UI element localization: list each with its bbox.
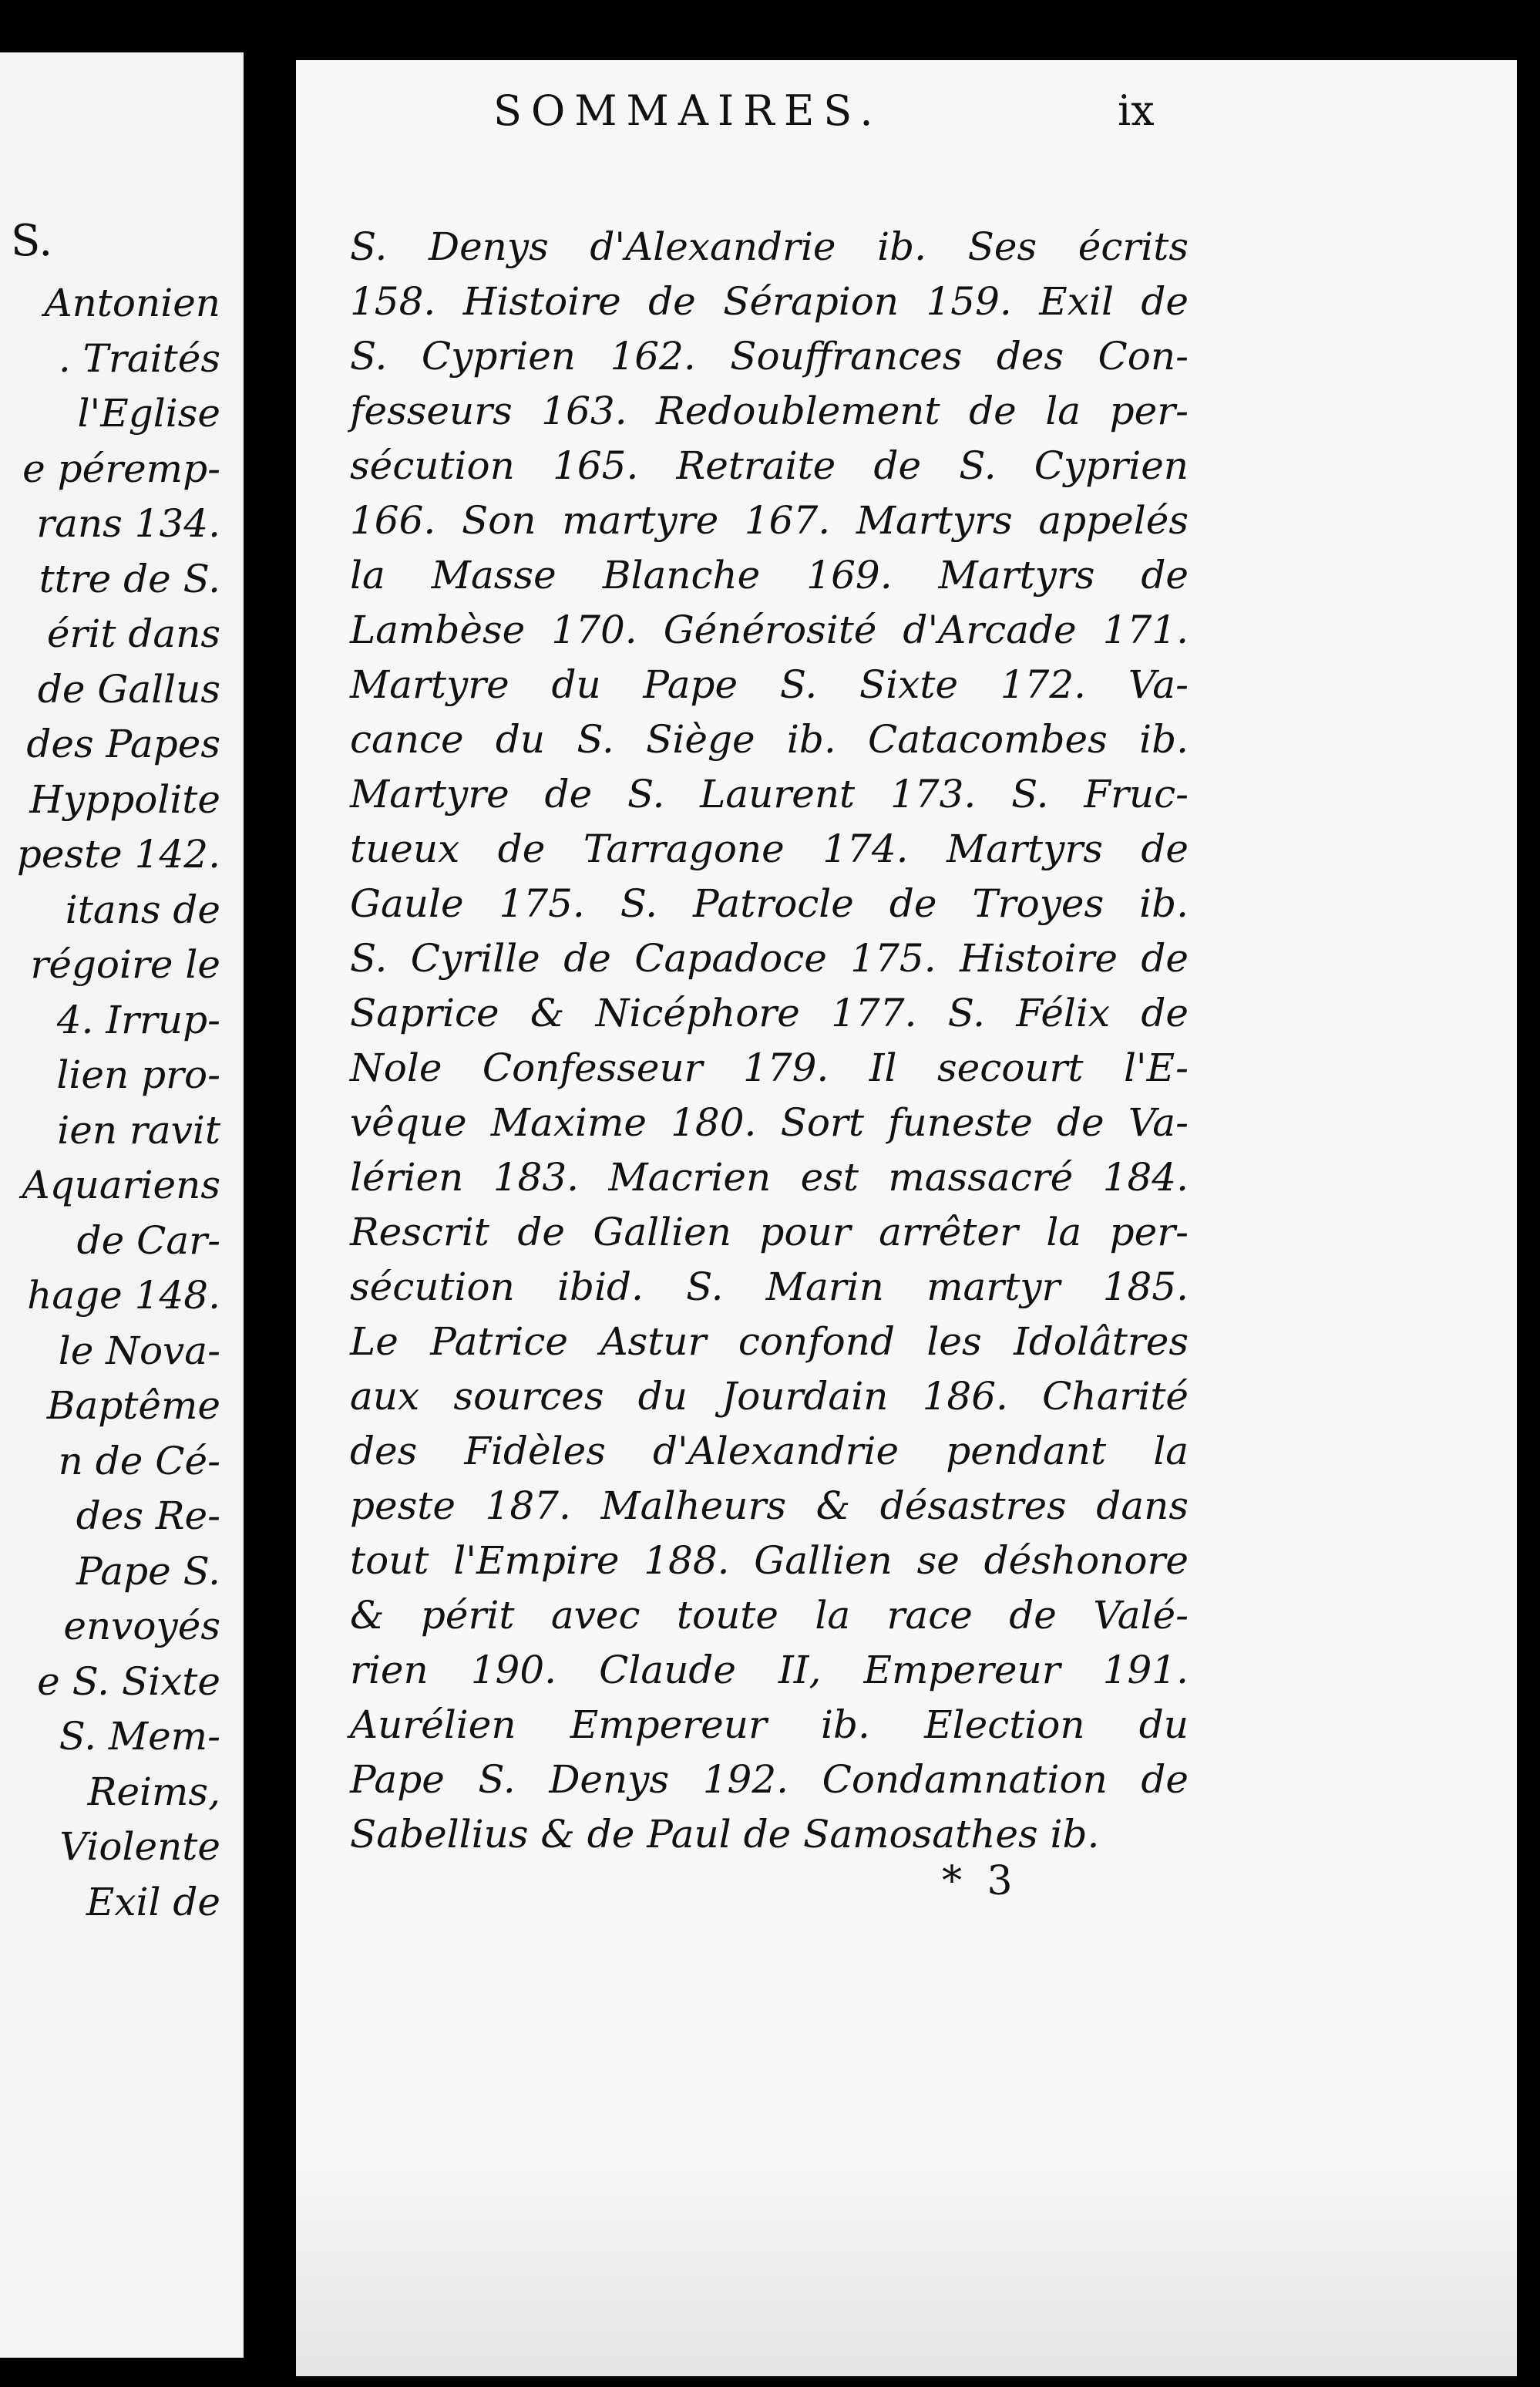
left-page-line: Pape S. xyxy=(76,1548,220,1594)
text-line: sécution ibid. S. Marin martyr 185. xyxy=(350,1264,1189,1309)
text-line: & périt avec toute la race de Valé- xyxy=(350,1593,1189,1638)
left-page-line: ttre de S. xyxy=(39,556,220,601)
text-line: rien 190. Claude II, Empereur 191. xyxy=(350,1648,1189,1692)
left-page-line: Baptême xyxy=(46,1383,220,1428)
left-page-line: régoire le xyxy=(30,942,220,987)
text-line: Le Patrice Astur confond les Idolâtres xyxy=(350,1319,1189,1364)
text-line: cance du S. Siège ib. Catacombes ib. xyxy=(350,717,1189,762)
text-line: S. Cyprien 162. Souffrances des Con- xyxy=(350,334,1189,379)
text-line: aux sources du Jourdain 186. Charité xyxy=(350,1374,1189,1419)
text-line: Rescrit de Gallien pour arrêter la per- xyxy=(350,1210,1189,1254)
text-line: tout l'Empire 188. Gallien se déshonore xyxy=(350,1538,1189,1583)
left-page-line: le Nova- xyxy=(58,1328,220,1373)
text-line: peste 187. Malheurs & désastres dans xyxy=(350,1483,1189,1528)
left-page-line: des Re- xyxy=(76,1493,220,1538)
left-page-line: e S. Sixte xyxy=(37,1658,220,1704)
left-page-line: 4. Irrup- xyxy=(56,997,220,1042)
left-page-line: Antonien xyxy=(44,281,220,325)
left-page-line: érit dans xyxy=(46,611,220,656)
summary-text-block xyxy=(350,220,1189,1862)
page-number: ix xyxy=(1118,86,1155,135)
text-line: des Fidèles d'Alexandrie pendant la xyxy=(350,1429,1189,1473)
text-line: Saprice & Nicéphore 177. S. Félix de xyxy=(350,991,1189,1035)
left-page-line: peste 142. xyxy=(16,832,220,877)
text-line: fesseurs 163. Redoublement de la per- xyxy=(350,389,1189,433)
left-page-line: . Traités xyxy=(58,335,220,381)
text-line: Martyre de S. Laurent 173. S. Fruc- xyxy=(350,772,1189,816)
text-line: 158. Histoire de Sérapion 159. Exil de xyxy=(350,279,1189,324)
left-page-running-head: S. xyxy=(11,216,53,266)
left-page-line: Violente xyxy=(59,1824,220,1869)
left-page-line: Aquariens xyxy=(22,1163,220,1207)
text-line: tueux de Tarragone 174. Martyrs de xyxy=(350,827,1189,871)
left-page-line: n de Cé- xyxy=(58,1438,220,1483)
text-line: la Masse Blanche 169. Martyrs de xyxy=(350,553,1189,598)
left-page-line: e péremp- xyxy=(22,446,220,491)
left-page-line: des Papes xyxy=(26,722,220,766)
text-line: vêque Maxime 180. Sort funeste de Va- xyxy=(350,1100,1189,1145)
left-page-line: ien ravit xyxy=(57,1107,220,1153)
text-line: Lambèse 170. Générosité d'Arcade 171. xyxy=(350,608,1189,652)
text-line: Gaule 175. S. Patrocle de Troyes ib. xyxy=(350,881,1189,926)
text-line: S. Cyrille de Capadoce 175. Histoire de xyxy=(350,936,1189,981)
text-line: lérien 183. Macrien est massacré 184. xyxy=(350,1155,1189,1200)
text-line: 166. Son martyre 167. Martyrs appelés xyxy=(350,498,1189,543)
left-page-line: Hyppolite xyxy=(29,776,220,822)
text-line: Pape S. Denys 192. Condamnation de xyxy=(350,1757,1189,1802)
left-page-line: Reims, xyxy=(87,1769,220,1814)
left-page-line: de Car- xyxy=(76,1217,220,1263)
left-page-line: rans 134. xyxy=(36,501,220,546)
text-line: Sabellius & de Paul de Samosathes ib. xyxy=(350,1812,1100,1857)
page-shadow xyxy=(296,2142,1517,2376)
left-page-line: hage 148. xyxy=(27,1273,220,1318)
left-page-line: l'Eglise xyxy=(77,391,220,436)
left-page-fragment xyxy=(0,52,244,2358)
text-line: Aurélien Empereur ib. Election du xyxy=(350,1702,1189,1747)
text-line: S. Denys d'Alexandrie ib. Ses écrits xyxy=(350,224,1189,269)
left-page-line: de Gallus xyxy=(37,666,220,712)
left-page-line: itans de xyxy=(65,887,220,932)
text-line: Nole Confesseur 179. Il secourt l'E- xyxy=(350,1045,1189,1090)
signature-mark: * 3 xyxy=(942,1858,1019,1904)
left-page-line: lien pro- xyxy=(56,1052,220,1097)
left-page-line: Exil de xyxy=(86,1879,220,1924)
running-head: SOMMAIRES. xyxy=(493,86,883,135)
left-page-line: S. Mem- xyxy=(59,1714,220,1759)
text-line: Martyre du Pape S. Sixte 172. Va- xyxy=(350,662,1189,707)
text-line: sécution 165. Retraite de S. Cyprien xyxy=(350,443,1189,488)
left-page-line: envoyés xyxy=(63,1604,220,1648)
